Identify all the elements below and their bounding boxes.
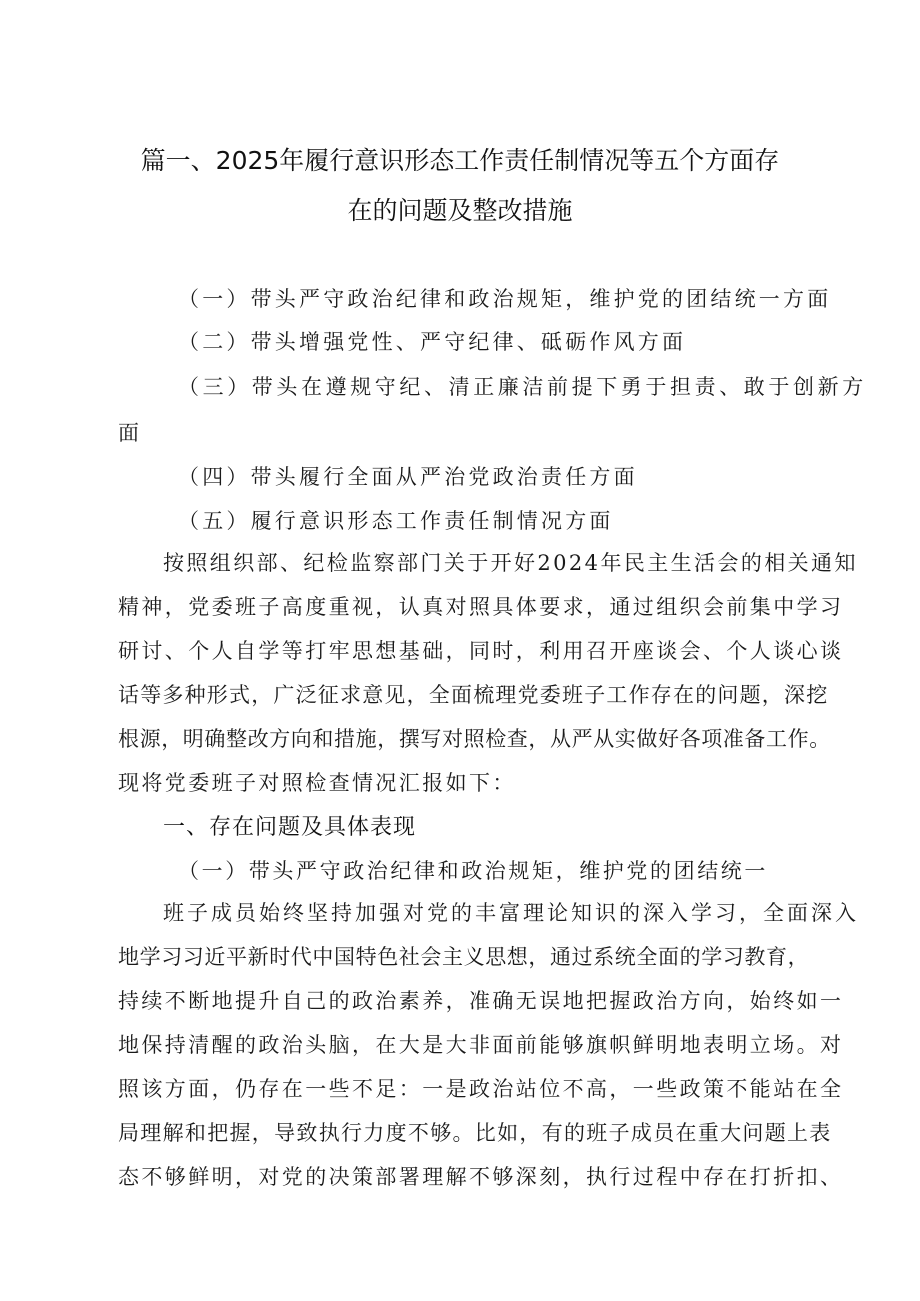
item-3-continued: 面 — [118, 421, 143, 445]
item-3: （三）带头在遵规守纪、清正廉洁前提下勇于担责、敢于创新方 — [178, 375, 867, 399]
item-2: （二）带头增强党性、严守纪律、砥砺作风方面 — [178, 330, 687, 354]
intro-line-3: 研讨、个人自学等打牢思想基础，同时，利用召开座谈会、个人谈心谈 — [118, 639, 844, 663]
body-line-4: 地保持清醒的政治头脑，在大是大非面前能够旗帜鲜明地表明立场。对 — [118, 1033, 844, 1057]
intro-line-4: 话等多种形式，广泛征求意见，全面梳理党委班子工作存在的问题，深挖 — [118, 683, 829, 707]
body-line-6: 局理解和把握，导致执行力度不够。比如，有的班子成员在重大问题上表 — [118, 1121, 832, 1145]
section-heading: 一、存在问题及具体表现 — [163, 815, 417, 840]
intro-line-5: 根源，明确整改方向和措施，撰写对照检查，从严从实做好各项准备工作。 — [118, 727, 831, 751]
intro-line-1: 按照组织部、纪检监察部门关于开好2024年民主生活会的相关通知 — [163, 551, 858, 575]
intro-line-2: 精神，党委班子高度重视，认真对照具体要求，通过组织会前集中学习 — [118, 595, 844, 619]
item-4: （四）带头履行全面从严治党政治责任方面 — [178, 465, 638, 489]
body-line-1: 班子成员始终坚持加强对党的丰富理论知识的深入学习，全面深入 — [163, 901, 859, 925]
body-line-3: 持续不断地提升自己的政治素养，准确无误地把握政治方向，始终如一 — [118, 989, 844, 1013]
item-5: （五）履行意识形态工作责任制情况方面 — [178, 509, 614, 533]
document-title-line-2: 在的问题及整改措施 — [347, 196, 573, 225]
body-line-5: 照该方面，仍存在一些不足：一是政治站位不高，一些政策不能站在全 — [118, 1077, 844, 1101]
body-line-2: 地学习习近平新时代中国特色社会主义思想，通过系统全面的学习教育， — [118, 945, 810, 969]
document-title-line-1: 篇一、2025年履行意识形态工作责任制情况等五个方面存 — [140, 146, 780, 175]
sub-heading: （一）带头严守政治纪律和政治规矩，维护党的团结统一 — [178, 859, 768, 883]
intro-line-6: 现将党委班子对照检查情况汇报如下： — [118, 771, 516, 795]
body-line-7: 态不够鲜明，对党的决策部署理解不够深刻，执行过程中存在打折扣、 — [118, 1165, 844, 1189]
item-1: （一）带头严守政治纪律和政治规矩，维护党的团结统一方面 — [178, 287, 832, 311]
